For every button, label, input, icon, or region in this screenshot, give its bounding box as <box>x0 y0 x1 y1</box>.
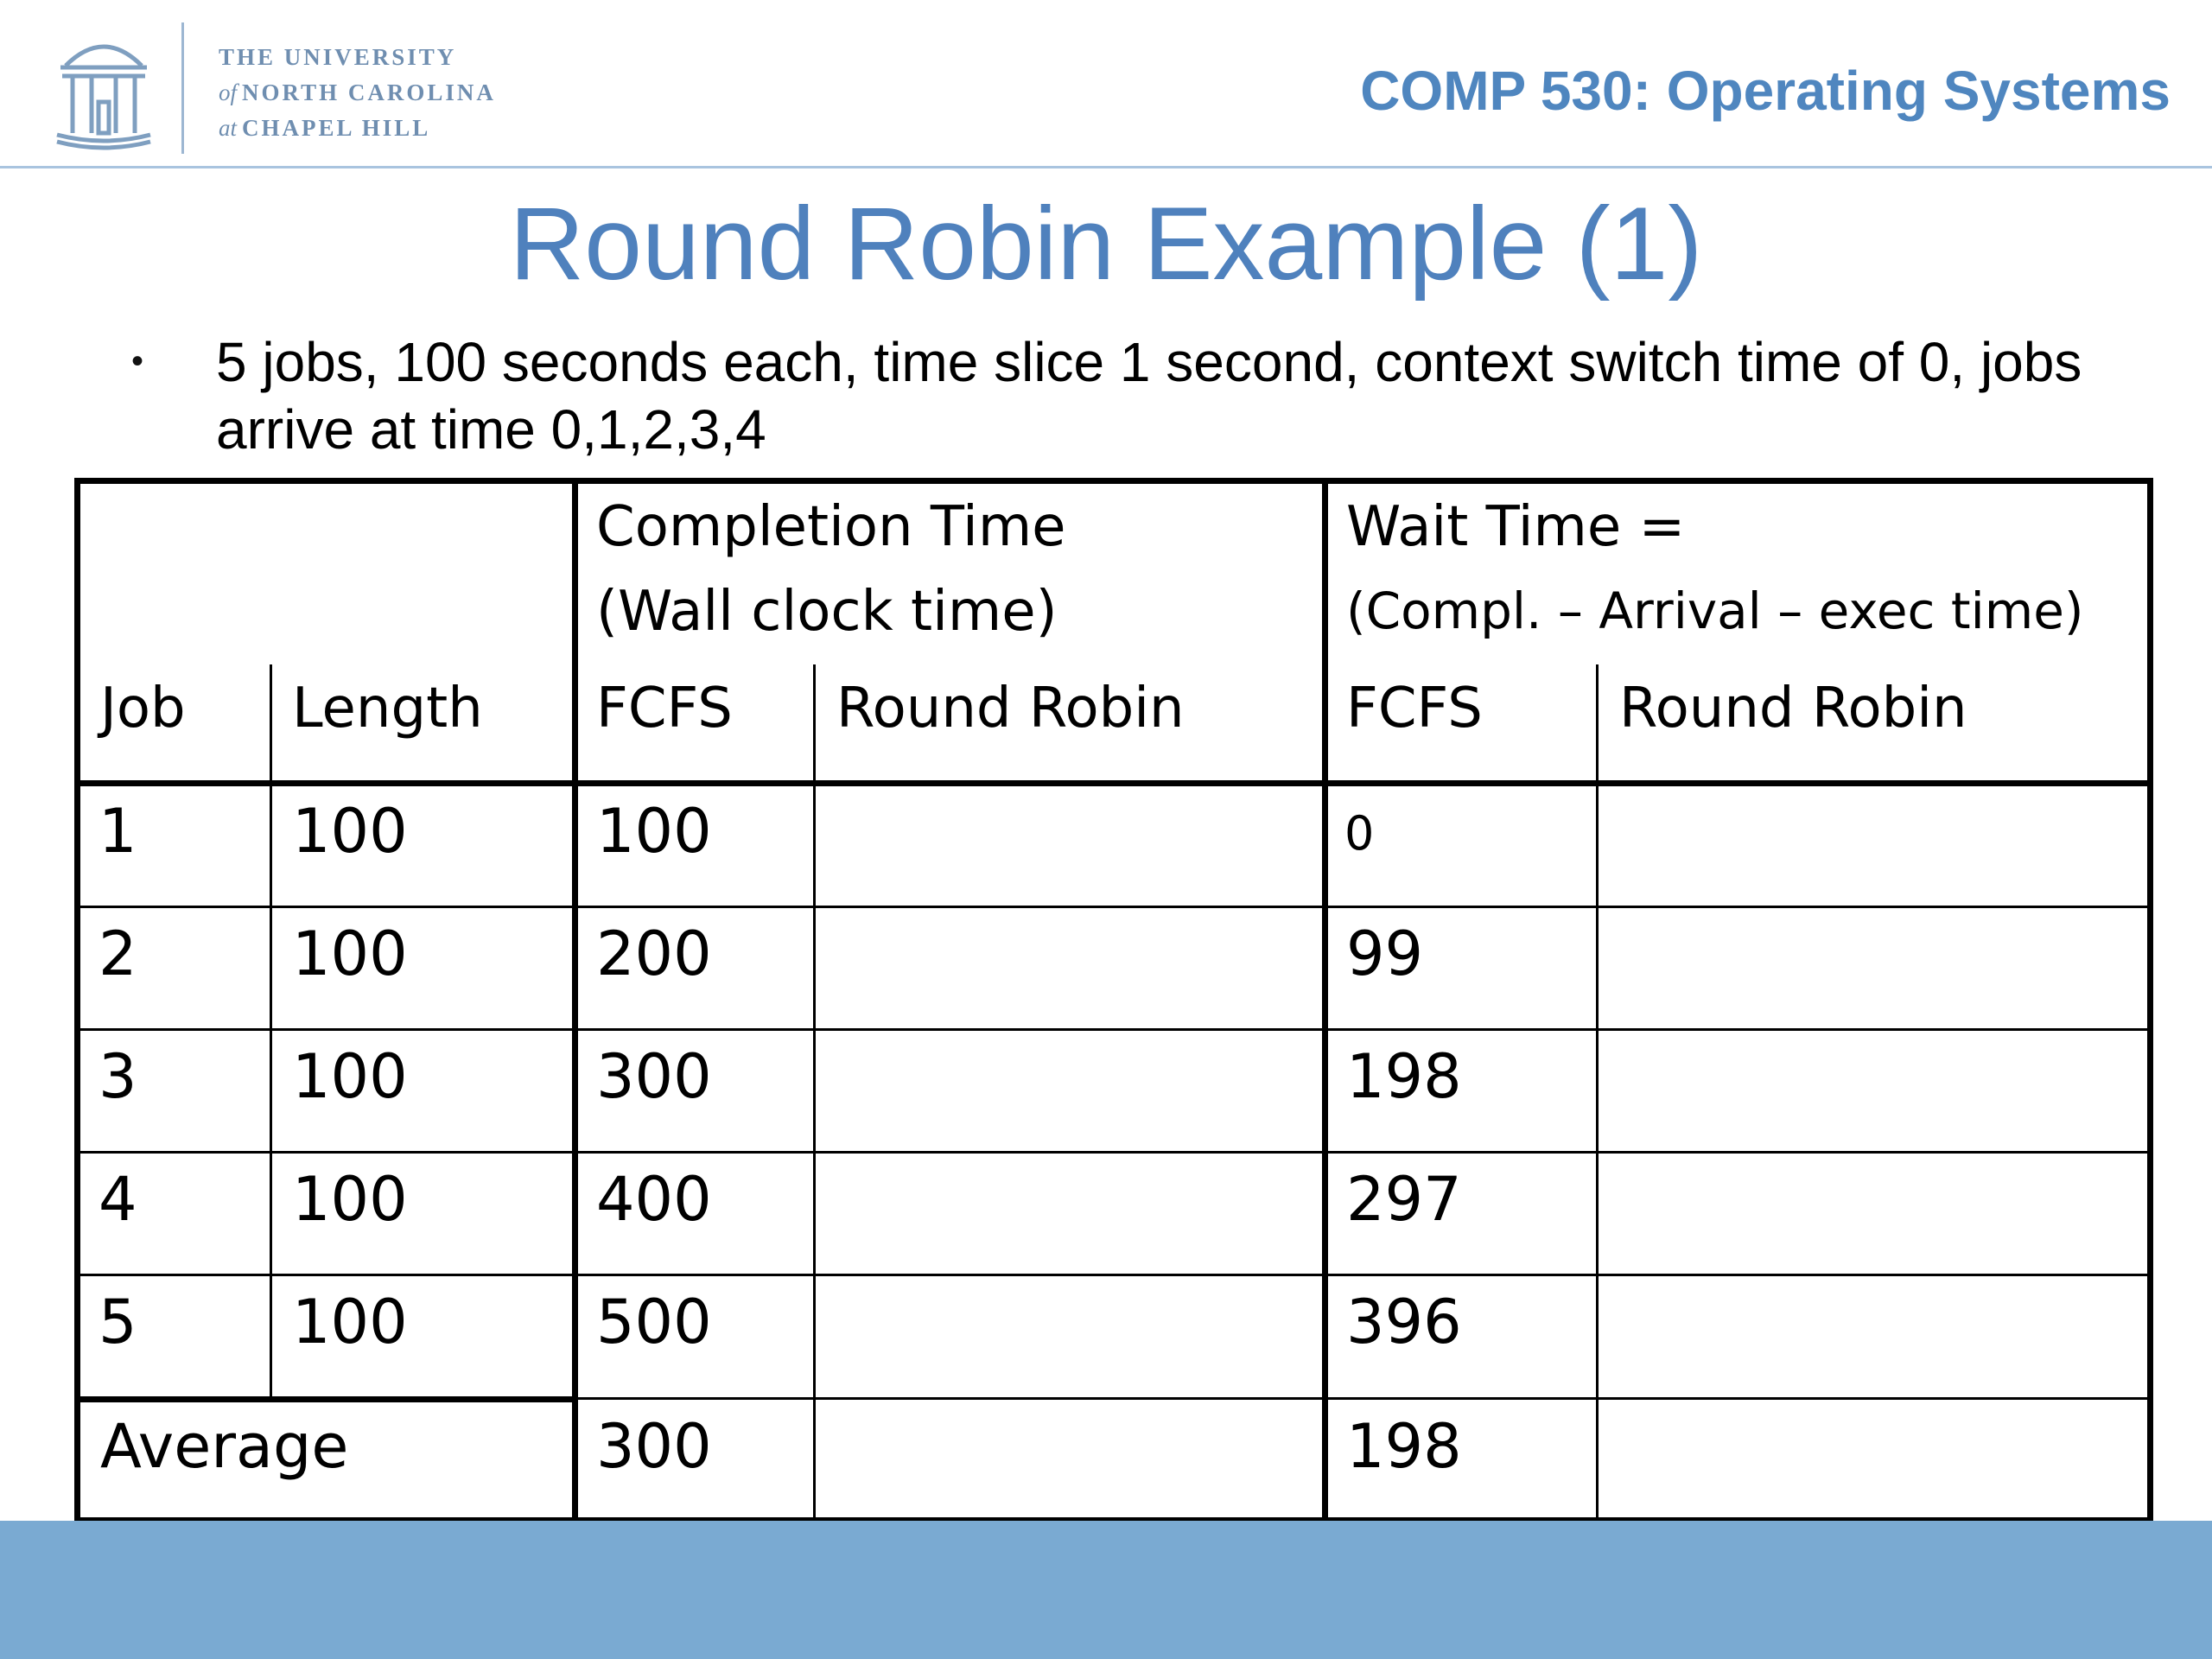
course-title: COMP 530: Operating Systems <box>1360 60 2171 122</box>
table-border-right <box>2147 478 2153 1523</box>
row5-job: 5 <box>99 1287 137 1357</box>
wordmark-at: at <box>219 115 238 141</box>
table-row-rule-3 <box>74 1151 2153 1154</box>
bullet-dot: • <box>131 342 144 380</box>
university-wordmark <box>219 40 496 146</box>
wordmark-north-carolina: NORTH CAROLINA <box>242 79 496 105</box>
header-wait-line2: (Compl. – Arrival – exec time) <box>1346 582 2084 640</box>
header-completion-line2: (Wall clock time) <box>596 580 1058 644</box>
wordmark-chapel-hill: CHAPEL HILL <box>242 115 431 141</box>
row4-job: 4 <box>99 1164 137 1235</box>
row2-job: 2 <box>99 918 137 989</box>
table-divider-group-2 <box>1322 478 1328 1523</box>
header-completion-line1: Completion Time <box>596 495 1066 559</box>
row5-length: 100 <box>292 1287 408 1357</box>
row3-wait-fcfs: 198 <box>1346 1041 1462 1112</box>
row4-comp-fcfs: 400 <box>596 1164 712 1235</box>
slide-title: Round Robin Example (1) <box>509 186 1703 302</box>
header-wait-rr: Round Robin <box>1619 677 1967 741</box>
average-comp-fcfs: 300 <box>596 1411 712 1482</box>
average-label: Average <box>100 1411 349 1482</box>
logo-divider <box>181 22 184 154</box>
table-divider-length <box>270 664 272 1402</box>
table-divider-comp-rr <box>813 664 816 1523</box>
table-row-rule-1 <box>74 906 2153 908</box>
wordmark-of: of <box>219 79 238 105</box>
table-header-rule <box>74 780 2153 786</box>
bullet-text: 5 jobs, 100 seconds each, time slice 1 second, context switch time of 0, jobs arrive at time 0,1,2,3,4 <box>216 331 2082 461</box>
row3-length: 100 <box>292 1041 408 1112</box>
header-wait-fcfs: FCFS <box>1346 677 1483 741</box>
row1-job: 1 <box>99 796 137 867</box>
row3-comp-fcfs: 300 <box>596 1041 712 1112</box>
header-job: Job <box>100 677 186 741</box>
wordmark-line-1: THE UNIVERSITY <box>219 44 457 70</box>
table-divider-wait-rr <box>1596 664 1599 1523</box>
row3-job: 3 <box>99 1041 137 1112</box>
header-length: Length <box>292 677 483 741</box>
footer-band <box>0 1521 2212 1659</box>
table-row-rule-2 <box>74 1028 2153 1031</box>
comparison-table <box>74 478 2153 1523</box>
header-completion-fcfs: FCFS <box>596 677 733 741</box>
row5-comp-fcfs: 500 <box>596 1287 712 1357</box>
header-completion-rr: Round Robin <box>836 677 1185 741</box>
header-wait-line1: Wait Time = <box>1346 495 1686 559</box>
table-divider-group-1 <box>572 478 578 1523</box>
table-border-top <box>74 478 2153 484</box>
table-border-left <box>74 478 80 1523</box>
header-rule <box>0 166 2212 168</box>
slide-header <box>0 0 2212 168</box>
row1-length: 100 <box>292 796 408 867</box>
row2-comp-fcfs: 200 <box>596 918 712 989</box>
row4-wait-fcfs: 297 <box>1346 1164 1462 1235</box>
row2-length: 100 <box>292 918 408 989</box>
table-row-rule-4 <box>74 1274 2153 1276</box>
wordmark-line-2 <box>219 75 496 111</box>
row5-wait-fcfs: 396 <box>1346 1287 1462 1357</box>
old-well-icon <box>54 33 154 150</box>
row4-length: 100 <box>292 1164 408 1235</box>
table-row-rule-average <box>74 1396 578 1402</box>
row2-wait-fcfs: 99 <box>1346 918 1424 989</box>
wordmark-line-3 <box>219 111 496 146</box>
row1-comp-fcfs: 100 <box>596 796 712 867</box>
average-wait-fcfs: 198 <box>1346 1411 1462 1482</box>
row1-wait-fcfs: 0 <box>1344 806 1375 861</box>
table-row-rule-average-right <box>578 1397 2153 1400</box>
